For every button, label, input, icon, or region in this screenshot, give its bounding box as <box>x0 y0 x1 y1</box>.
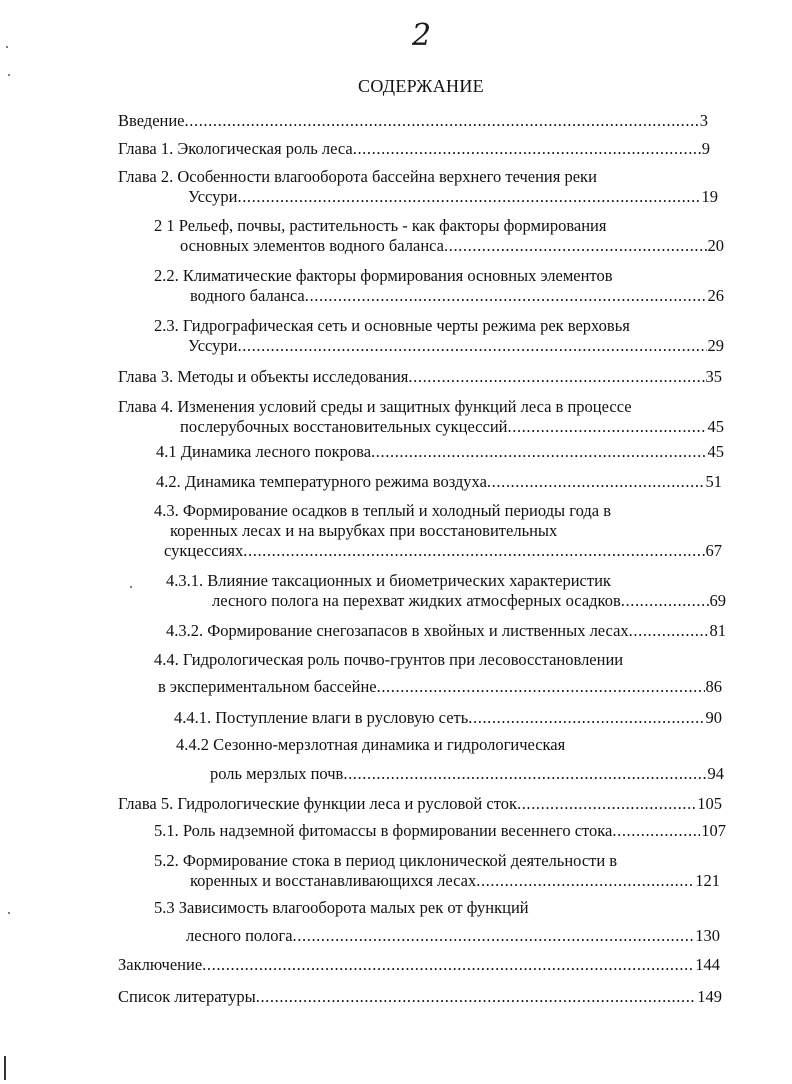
toc-leader-dots <box>237 187 700 207</box>
toc-entry-title: Уссури <box>188 187 238 206</box>
toc-page-number: 29 <box>707 336 724 355</box>
toc-entry <box>190 286 724 306</box>
toc-page-number: 45 <box>707 442 724 461</box>
toc-entry-continuation <box>170 521 692 541</box>
scan-speck <box>130 586 132 588</box>
toc-entry <box>210 764 724 784</box>
toc-entry-title: 2.3. Гидрографическая сеть и основные черты режима рек верховья <box>154 316 630 335</box>
toc-leader-dots <box>408 367 704 387</box>
toc-page-number: 149 <box>697 987 722 1006</box>
toc-entry-title: коренных лесах и на вырубках при восстановительных <box>170 521 558 540</box>
scan-speck <box>6 46 8 48</box>
toc-page-number: 45 <box>707 417 724 436</box>
toc-page-number: 26 <box>707 286 724 305</box>
toc-page-number: 19 <box>701 187 718 206</box>
toc-page-number: 94 <box>707 764 724 783</box>
toc-entry-continuation <box>154 501 692 521</box>
toc-entry-title: 5.1. Роль надземной фитомассы в формировании весеннего стока <box>154 821 613 840</box>
toc-page-number: 105 <box>697 794 722 813</box>
toc-entry-title: лесного полога <box>186 926 293 945</box>
toc-entry-title: 4.3.1. Влияние таксационных и биометрических характеристик <box>166 571 611 590</box>
toc-entry <box>166 621 726 641</box>
toc-leader-dots <box>517 794 696 814</box>
toc-leader-dots <box>202 955 694 975</box>
toc-entry <box>118 367 722 387</box>
toc-leader-dots <box>476 871 694 891</box>
toc-page-number: 90 <box>705 708 722 727</box>
toc-entry <box>118 987 722 1007</box>
scan-speck <box>8 74 10 76</box>
toc-entry <box>164 541 722 561</box>
toc-entry-title: 4.1 Динамика лесного покрова <box>156 442 372 461</box>
toc-leader-dots <box>508 417 707 437</box>
scan-speck <box>8 912 10 914</box>
toc-page-number: 144 <box>695 955 720 974</box>
toc-entry-title: Введение <box>118 111 185 130</box>
toc-entry <box>118 794 722 814</box>
toc-page-number: 121 <box>695 871 720 890</box>
toc-leader-dots <box>293 926 695 946</box>
toc-entry <box>188 336 724 356</box>
toc-entry-title: лесного полога на перехват жидких атмосферных осадков <box>212 591 621 610</box>
toc-page-number: 20 <box>707 236 724 255</box>
toc-entry-title: 2 1 Рельеф, почвы, растительность - как факторы формирования <box>154 216 607 235</box>
toc-entry-title: Уссури <box>188 336 238 355</box>
toc-entry-title: Глава 4. Изменения условий среды и защитных функций леса в процессе <box>118 397 632 416</box>
toc-entry-title: основных элементов водного баланса <box>180 236 444 255</box>
toc-entry-title: 4.4.2 Сезонно-мерзлотная динамика и гидрологическая <box>176 735 566 754</box>
toc-entry-title: 4.3.2. Формирование снегозапасов в хвойных и лиственных лесах <box>166 621 629 640</box>
toc-page-number: 86 <box>705 677 722 696</box>
toc-entry-continuation <box>154 851 694 871</box>
toc-leader-dots <box>343 764 706 784</box>
toc-page-number: 9 <box>701 139 710 158</box>
toc-entry <box>174 708 722 728</box>
toc-entry <box>156 442 724 462</box>
toc-entry <box>188 187 718 207</box>
toc-entry <box>118 111 708 131</box>
toc-entry-continuation <box>118 167 682 187</box>
toc-entry <box>118 139 710 159</box>
toc-page-number: 81 <box>709 621 726 640</box>
page-title: СОДЕРЖАНИЕ <box>358 76 484 96</box>
toc-page-number: 51 <box>705 472 722 491</box>
toc-entry <box>180 417 724 437</box>
toc-entry-continuation <box>154 898 682 918</box>
toc-entry-continuation <box>154 650 690 670</box>
toc-entry-title: водного баланса <box>190 286 305 305</box>
toc-entry-continuation <box>176 735 680 755</box>
toc-entry-continuation <box>154 266 682 286</box>
toc-leader-dots <box>371 442 706 462</box>
toc-entry-continuation <box>118 397 704 417</box>
toc-entry <box>212 591 726 611</box>
toc-entry-title: 5.2. Формирование стока в период циклонической деятельности в <box>154 851 618 870</box>
toc-entry-title: сукцессиях <box>164 541 244 560</box>
toc-entry <box>180 236 724 256</box>
toc-entry <box>156 472 722 492</box>
toc-page-number: 130 <box>695 926 720 945</box>
toc-leader-dots <box>377 677 705 697</box>
toc-leader-dots <box>305 286 707 306</box>
toc-leader-dots <box>468 708 704 728</box>
toc-leader-dots <box>353 139 701 159</box>
toc-entry-title: роль мерзлых почв <box>210 764 344 783</box>
toc-entry <box>190 871 720 891</box>
toc-entry <box>186 926 720 946</box>
toc-entry-title: 4.4.1. Поступление влаги в русловую сеть <box>174 708 469 727</box>
toc-entry-title: 2.2. Климатические факторы формирования основных элементов <box>154 266 613 285</box>
toc-leader-dots <box>444 236 707 256</box>
toc-leader-dots <box>185 111 699 131</box>
toc-page-number: 67 <box>705 541 722 560</box>
toc-leader-dots <box>621 591 709 611</box>
toc-leader-dots <box>612 821 700 841</box>
toc-leader-dots <box>487 472 705 492</box>
toc-entry-title: 4.3. Формирование осадков в теплый и холодный периоды года в <box>154 501 612 520</box>
toc-page-number: 107 <box>701 821 726 840</box>
toc-entry-title: 5.3 Зависимость влагооборота малых рек от функций <box>154 898 529 917</box>
toc-leader-dots <box>256 987 697 1007</box>
toc-entry-title: коренных и восстанавливающихся лесах <box>190 871 477 890</box>
toc-entry <box>158 677 722 697</box>
toc-entry-title: 4.4. Гидрологическая роль почво-грунтов при лесовосстановлении <box>154 650 624 669</box>
scan-edge-mark <box>4 1056 6 1080</box>
toc-entry-continuation <box>154 216 682 236</box>
toc-entry-title: послерубочных восстановительных сукцессий <box>180 417 508 436</box>
toc-entry-title: Глава 3. Методы и объекты исследования <box>118 367 409 386</box>
toc-entry-continuation <box>166 571 680 591</box>
toc-entry-continuation <box>154 316 700 336</box>
toc-leader-dots <box>243 541 704 561</box>
toc-page-number: 35 <box>705 367 722 386</box>
toc-leader-dots <box>237 336 706 356</box>
toc-entry <box>118 955 720 975</box>
toc-entry-title: Список литературы <box>118 987 256 1006</box>
toc-entry-title: Глава 5. Гидрологические функции леса и русловой сток <box>118 794 517 813</box>
toc-page-number: 3 <box>699 111 708 130</box>
toc-entry-title: 4.2. Динамика температурного режима воздуха <box>156 472 487 491</box>
toc-page-number: 69 <box>709 591 726 610</box>
handwritten-page-number: 2 <box>412 18 432 53</box>
toc-entry-title: Заключение <box>118 955 203 974</box>
toc-entry-title: Глава 1. Экологическая роль леса <box>118 139 353 158</box>
toc-entry <box>154 821 726 841</box>
toc-entry-title: в экспериментальном бассейне <box>158 677 377 696</box>
toc-entry-title: Глава 2. Особенности влагооборота бассейна верхнего течения реки <box>118 167 597 186</box>
toc-leader-dots <box>629 621 709 641</box>
